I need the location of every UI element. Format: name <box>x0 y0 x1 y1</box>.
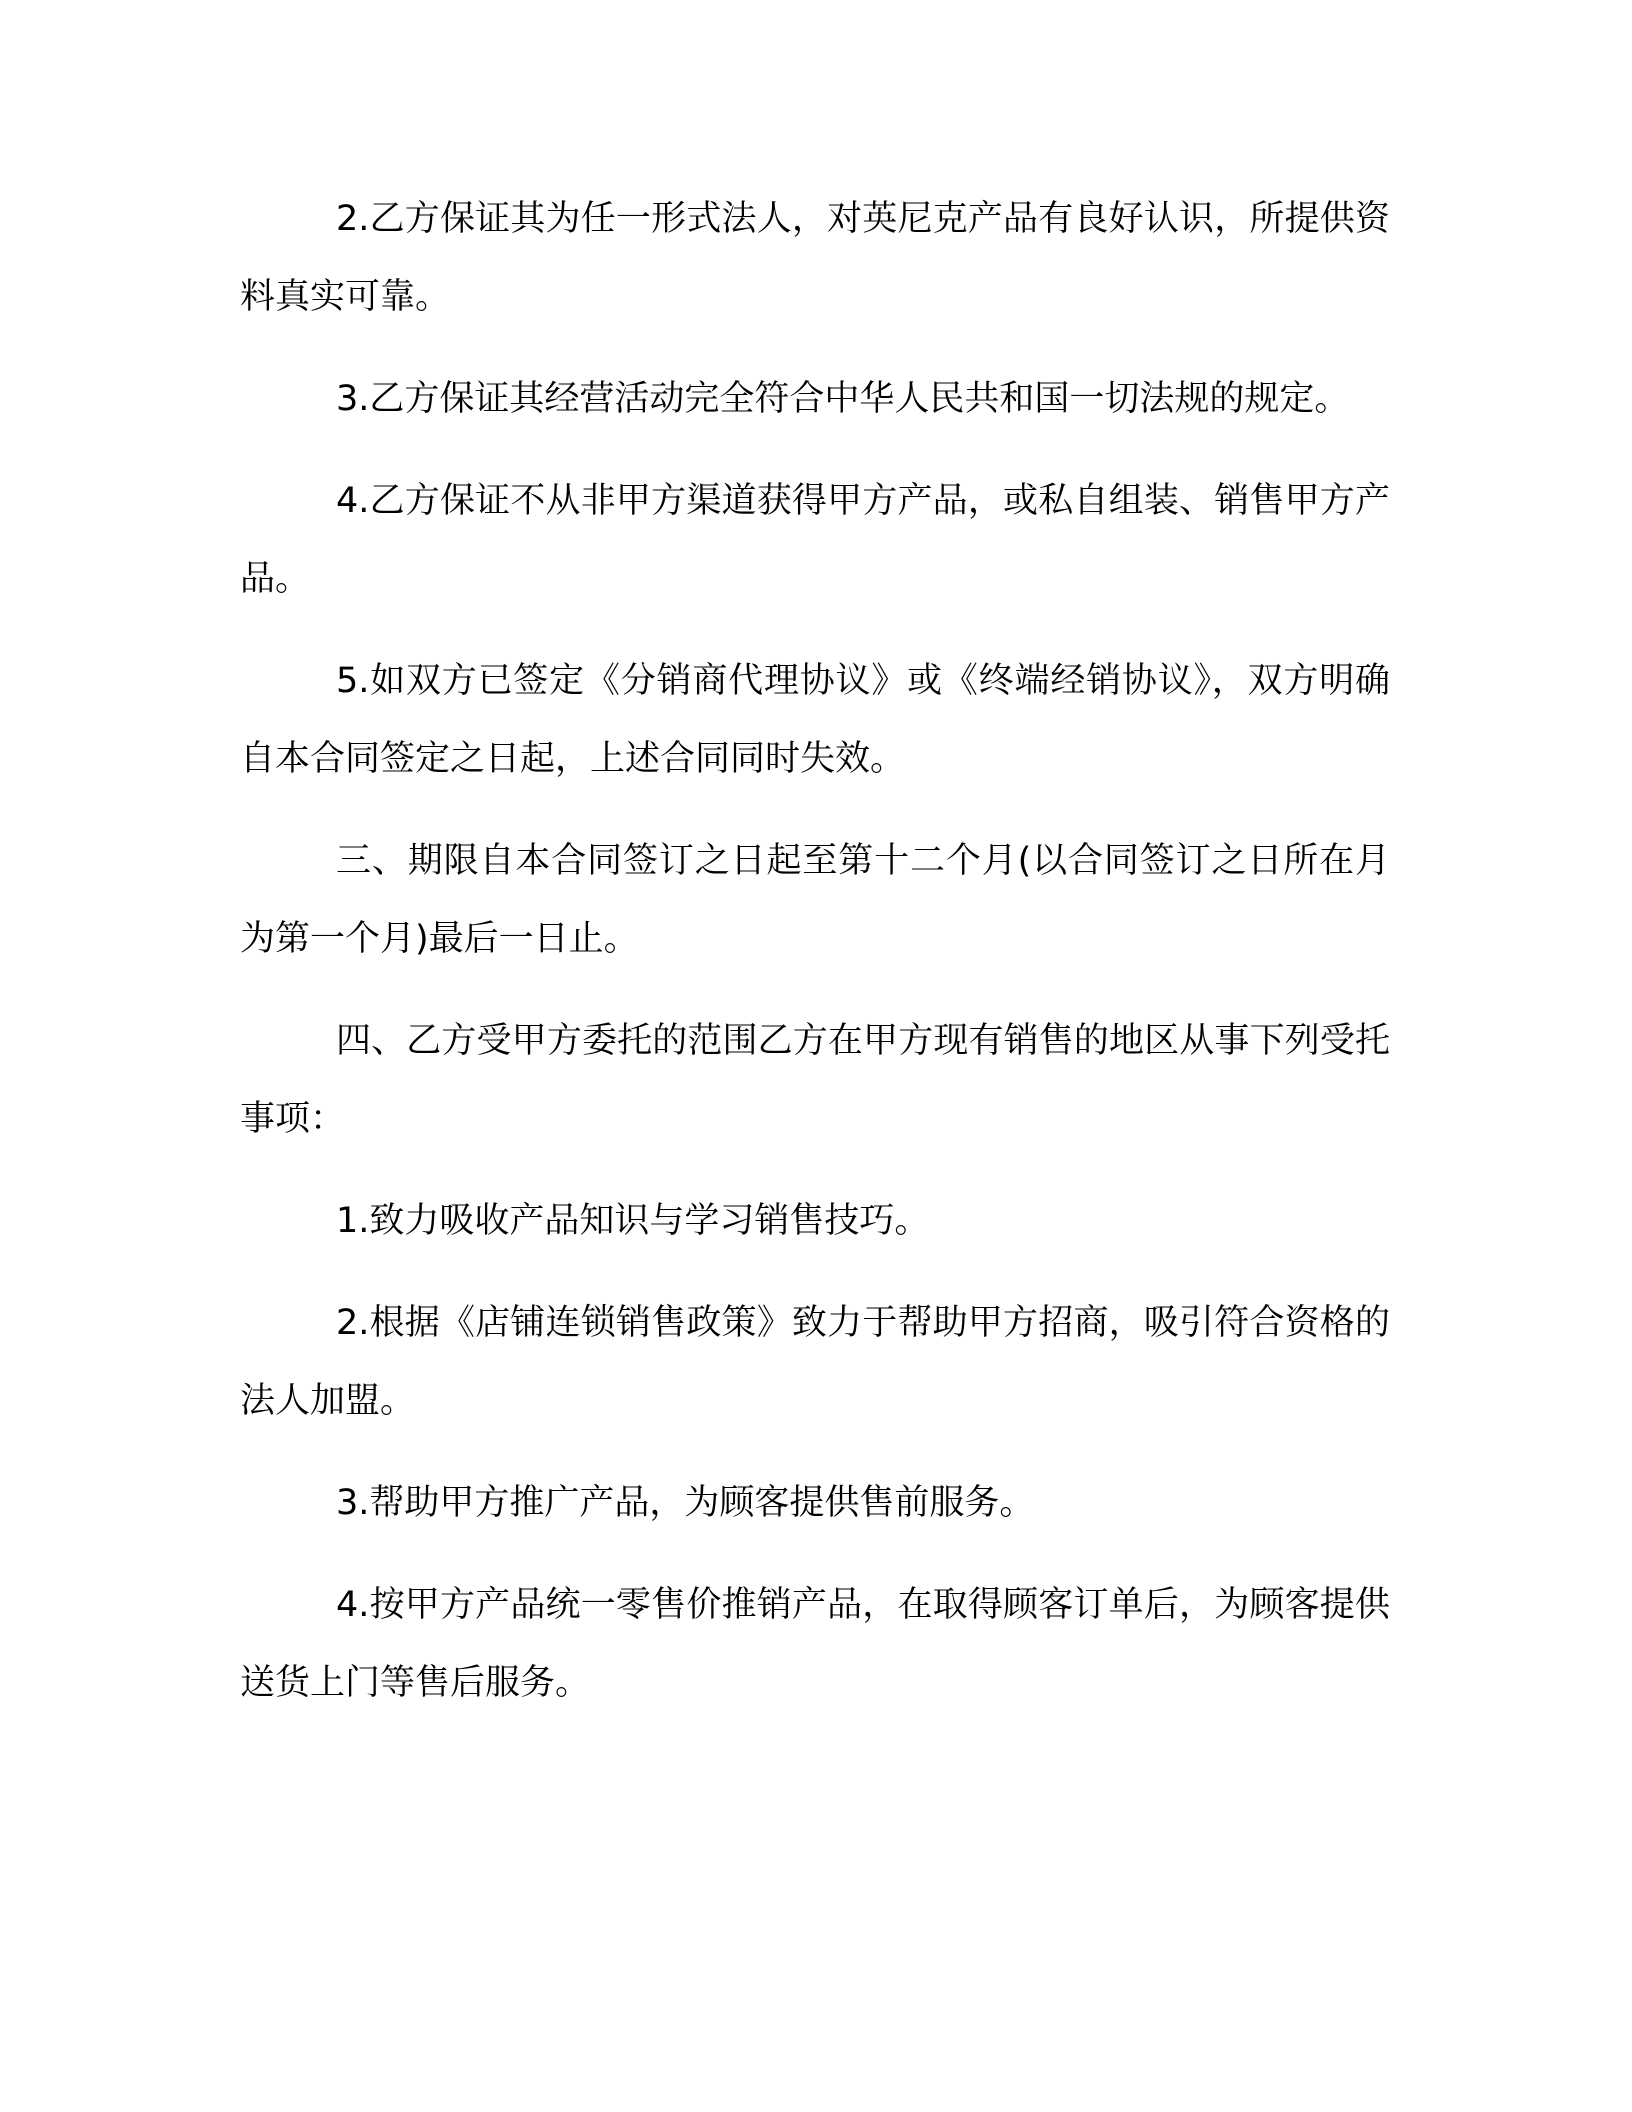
clause-2-guarantee-legal-entity: 2.乙方保证其为任一形式法人，对英尼克产品有良好认识，所提供资料真实可靠。 <box>240 199 1390 317</box>
scope-item-2: 2.根据《店铺连锁销售政策》致力于帮助甲方招商，吸引符合资格的法人加盟。 <box>240 1303 1390 1421</box>
scope-item-1: 1.致力吸收产品知识与学习销售技巧。 <box>336 1201 930 1241</box>
document-body <box>240 180 1390 1746</box>
clause-3-guarantee-compliance: 3.乙方保证其经营活动完全符合中华人民共和国一切法规的规定。 <box>336 379 1350 419</box>
clause-4-guarantee-channel: 4.乙方保证不从非甲方渠道获得甲方产品，或私自组装、销售甲方产品。 <box>240 481 1390 599</box>
scope-item-3: 3.帮助甲方推广产品，为顾客提供售前服务。 <box>336 1483 1035 1523</box>
clause-5-prior-agreements: 5.如双方已签定《分销商代理协议》或《终端经销协议》，双方明确自本合同签定之日起，上述合同同时失效。 <box>240 661 1390 779</box>
scope-item-4: 4.按甲方产品统一零售价推销产品，在取得顾客订单后，为顾客提供送货上门等售后服务。 <box>240 1585 1390 1703</box>
section-4-scope: 四、乙方受甲方委托的范围乙方在甲方现有销售的地区从事下列受托事项： <box>240 1021 1390 1139</box>
section-3-term: 三、期限自本合同签订之日起至第十二个月(以合同签订之日所在月为第一个月)最后一日止。 <box>240 841 1390 959</box>
